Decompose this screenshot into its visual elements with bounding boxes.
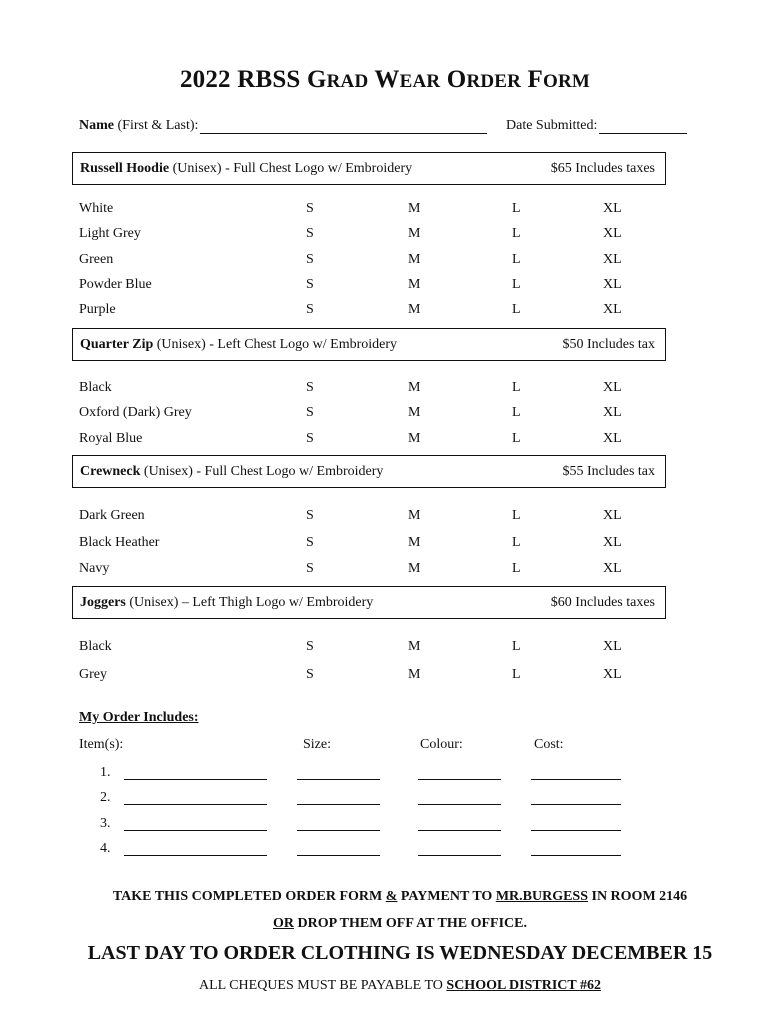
size-field[interactable] xyxy=(297,830,380,831)
size-m-option[interactable]: M xyxy=(408,639,421,654)
size-m-option[interactable]: M xyxy=(408,534,421,550)
instructions-line-1: TAKE THIS COMPLETED ORDER FORM & PAYMENT TO MR.BURGESS IN ROOM 2146 xyxy=(112,889,688,904)
product-price: $65 Includes taxes xyxy=(550,161,655,176)
colour-field[interactable] xyxy=(418,830,501,831)
size-l-option[interactable]: L xyxy=(512,561,521,576)
size-m-option[interactable]: M xyxy=(408,251,421,267)
colour-field[interactable] xyxy=(418,855,501,856)
color-row xyxy=(79,226,679,244)
product-description: Quarter Zip (Unisex) - Left Chest Logo w/ Embroidery xyxy=(80,337,398,352)
size-s-option[interactable]: S xyxy=(306,639,314,654)
size-s-option[interactable]: S xyxy=(306,302,314,318)
colour-column-header: Colour: xyxy=(420,737,463,752)
color-row xyxy=(79,252,679,270)
size-column-header: Size: xyxy=(303,737,331,752)
size-m-option[interactable]: M xyxy=(408,666,421,682)
deadline-notice: LAST DAY TO ORDER CLOTHING IS WEDNESDAY DECEMBER 15 xyxy=(87,942,713,964)
size-xl-option[interactable]: XL xyxy=(603,251,622,267)
size-l-option[interactable]: L xyxy=(512,226,521,242)
color-row xyxy=(79,508,679,526)
size-field[interactable] xyxy=(297,779,380,780)
order-line xyxy=(100,765,660,783)
cheque-notice: ALL CHEQUES MUST BE PAYABLE TO SCHOOL DISTRICT #62 xyxy=(199,978,601,993)
color-row xyxy=(79,535,679,553)
size-xl-option[interactable]: XL xyxy=(603,666,622,682)
size-m-option[interactable]: M xyxy=(408,302,421,318)
size-xl-option[interactable]: XL xyxy=(603,430,622,446)
product-name: Joggers xyxy=(80,595,126,610)
size-l-option[interactable]: L xyxy=(512,639,521,654)
color-row xyxy=(79,201,679,219)
item-field[interactable] xyxy=(124,855,267,856)
size-m-option[interactable]: M xyxy=(408,561,421,576)
cost-field[interactable] xyxy=(531,855,621,856)
size-l-option[interactable]: L xyxy=(512,380,521,395)
item-field[interactable] xyxy=(124,779,267,780)
color-name: Black Heather xyxy=(79,534,160,550)
size-s-option[interactable]: S xyxy=(306,405,314,421)
color-name: Dark Green xyxy=(79,508,145,523)
size-xl-option[interactable]: XL xyxy=(603,226,622,242)
size-m-option[interactable]: M xyxy=(408,226,421,242)
colour-field[interactable] xyxy=(418,779,501,780)
product-name: Russell Hoodie xyxy=(80,161,170,176)
product-header-box xyxy=(72,455,666,488)
size-l-option[interactable]: L xyxy=(512,302,521,318)
product-price: $50 Includes tax xyxy=(562,337,655,352)
size-l-option[interactable]: L xyxy=(512,508,521,523)
color-name: Green xyxy=(79,251,114,267)
size-field[interactable] xyxy=(297,855,380,856)
color-name: Royal Blue xyxy=(79,430,143,446)
size-s-option[interactable]: S xyxy=(306,251,314,267)
items-column-header: Item(s): xyxy=(79,737,124,752)
name-field[interactable] xyxy=(200,119,487,134)
cost-field[interactable] xyxy=(531,804,621,805)
size-l-option[interactable]: L xyxy=(512,430,521,446)
product-header-box xyxy=(72,586,666,619)
size-field[interactable] xyxy=(297,804,380,805)
color-name: Black xyxy=(79,380,112,395)
product-price: $55 Includes tax xyxy=(562,464,655,479)
color-name: Black xyxy=(79,639,112,654)
color-row xyxy=(79,639,679,657)
line-number: 1. xyxy=(100,765,111,780)
product-price: $60 Includes taxes xyxy=(550,595,655,610)
product-description: Crewneck (Unisex) - Full Chest Logo w/ Embroidery xyxy=(80,464,384,479)
size-s-option[interactable]: S xyxy=(306,561,314,576)
size-l-option[interactable]: L xyxy=(512,251,521,267)
size-s-option[interactable]: S xyxy=(306,666,314,682)
size-m-option[interactable]: M xyxy=(408,405,421,421)
size-xl-option[interactable]: XL xyxy=(603,561,622,576)
instructions-line-2: OR DROP THEM OFF AT THE OFFICE. xyxy=(273,916,527,931)
size-s-option[interactable]: S xyxy=(306,226,314,242)
product-name: Quarter Zip xyxy=(80,337,154,352)
size-l-option[interactable]: L xyxy=(512,276,521,292)
product-header-box xyxy=(72,152,666,185)
color-name: Light Grey xyxy=(79,226,141,242)
cost-field[interactable] xyxy=(531,779,621,780)
order-column-headers xyxy=(79,737,679,755)
size-s-option[interactable]: S xyxy=(306,380,314,395)
size-l-option[interactable]: L xyxy=(512,534,521,550)
size-xl-option[interactable]: XL xyxy=(603,276,622,292)
size-xl-option[interactable]: XL xyxy=(603,201,622,216)
size-m-option[interactable]: M xyxy=(408,380,421,395)
item-field[interactable] xyxy=(124,830,267,831)
color-row xyxy=(79,561,679,579)
cost-column-header: Cost: xyxy=(534,737,564,752)
size-xl-option[interactable]: XL xyxy=(603,534,622,550)
size-s-option[interactable]: S xyxy=(306,201,314,216)
size-xl-option[interactable]: XL xyxy=(603,508,622,523)
color-name: Grey xyxy=(79,666,107,682)
product-header-box xyxy=(72,328,666,361)
form-title: 2022 RBSS GRAD WEAR ORDER FORM xyxy=(179,66,591,93)
size-xl-option[interactable]: XL xyxy=(603,302,622,318)
size-xl-option[interactable]: XL xyxy=(603,639,622,654)
line-number: 4. xyxy=(100,841,111,856)
name-date-line: Name (First & Last): Date Submitted: xyxy=(79,118,699,134)
order-line xyxy=(100,841,660,859)
order-heading: My Order Includes: xyxy=(79,710,199,725)
size-m-option[interactable]: M xyxy=(408,430,421,446)
line-number: 2. xyxy=(100,790,111,805)
size-s-option[interactable]: S xyxy=(306,508,314,523)
date-label: Date Submitted: xyxy=(506,118,598,133)
product-description: Russell Hoodie (Unisex) - Full Chest Logo w/ Embroidery xyxy=(80,161,413,176)
color-row xyxy=(79,380,679,398)
cost-field[interactable] xyxy=(531,830,621,831)
order-line xyxy=(100,790,660,808)
size-m-option[interactable]: M xyxy=(408,201,421,216)
size-l-option[interactable]: L xyxy=(512,666,521,682)
color-row xyxy=(79,405,679,423)
color-row xyxy=(79,302,679,320)
size-l-option[interactable]: L xyxy=(512,405,521,421)
color-name: Navy xyxy=(79,561,110,576)
date-field[interactable] xyxy=(599,119,687,134)
color-row xyxy=(79,667,679,685)
color-name: Purple xyxy=(79,302,116,318)
size-xl-option[interactable]: XL xyxy=(603,405,622,421)
color-name: Powder Blue xyxy=(79,276,152,292)
size-m-option[interactable]: M xyxy=(408,276,421,292)
item-field[interactable] xyxy=(124,804,267,805)
size-m-option[interactable]: M xyxy=(408,508,421,523)
color-name: Oxford (Dark) Grey xyxy=(79,405,192,421)
order-line xyxy=(100,816,660,834)
size-s-option[interactable]: S xyxy=(306,276,314,292)
color-row xyxy=(79,277,679,295)
size-xl-option[interactable]: XL xyxy=(603,380,622,395)
name-label: Name xyxy=(79,118,114,133)
product-name: Crewneck xyxy=(80,464,141,479)
line-number: 3. xyxy=(100,816,111,831)
color-name: White xyxy=(79,201,114,216)
color-row xyxy=(79,431,679,449)
colour-field[interactable] xyxy=(418,804,501,805)
product-description: Joggers (Unisex) – Left Thigh Logo w/ Embroidery xyxy=(80,595,374,610)
size-l-option[interactable]: L xyxy=(512,201,521,216)
size-s-option[interactable]: S xyxy=(306,534,314,550)
size-s-option[interactable]: S xyxy=(306,430,314,446)
